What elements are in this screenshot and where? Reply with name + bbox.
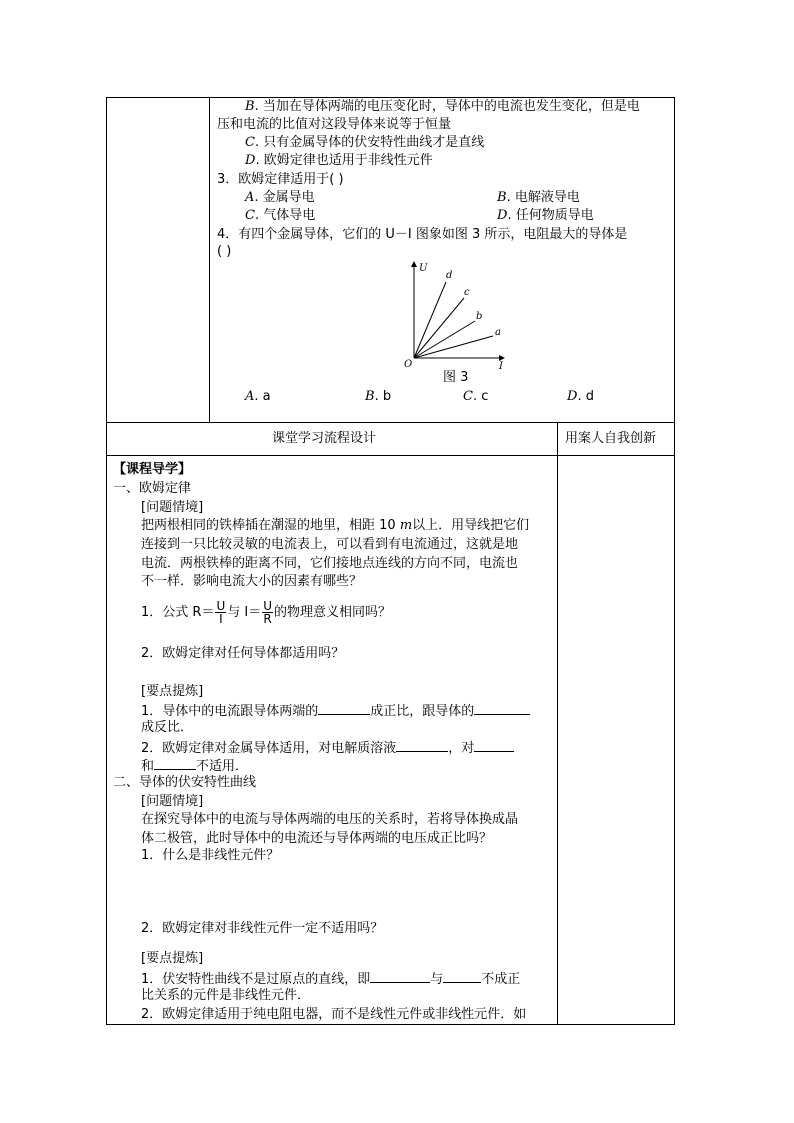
part2-keypoint2: 2．欧姆定律适用于纯电阻电器，而不是线性元件或非线性元件．如 xyxy=(141,1007,527,1022)
q3-option-c: C. 气体导电 xyxy=(245,208,316,223)
q4-option-a: A. a xyxy=(245,389,271,404)
part2-title: 二、导体的伏安特性曲线 xyxy=(113,775,257,790)
fraction-u-over-i: $\frac{U}{I}$ xyxy=(216,599,226,626)
q2-option-b-line2: 压和电流的比值对这段导体来说等于恒量 xyxy=(217,117,452,132)
top-column-divider xyxy=(209,97,210,423)
part1-scenario-line2: 连接到一只比较灵敏的电流表上，可以看到有电流通过，这就是地 xyxy=(141,537,519,552)
part2-scenario-line1: 在探究导体中的电流与导体两端的电压的关系时，若将导体换成晶 xyxy=(141,812,519,827)
part2-keypoint1-line1: 1．伏安特性曲线不是过原点的直线，即 与 不成正 xyxy=(141,969,520,988)
header-row-top-line xyxy=(106,422,675,423)
header-course-design: 课堂学习流程设计 xyxy=(272,431,377,446)
table-border-right xyxy=(674,97,675,1025)
part2-scenario-line2: 体二极管，此时导体中的电流还与导体两端的电压成正比吗？ xyxy=(141,831,493,846)
part2-scenario-label: [问题情境] xyxy=(141,794,204,809)
part1-question1: 1．公式 R＝ $\frac{U}{I}$ 与 I＝ $\frac{U}{R}$ 的物理意义相同吗？ xyxy=(141,599,392,626)
i-axis-label: I xyxy=(499,361,503,370)
table-border-bottom xyxy=(106,1024,675,1025)
right-column-divider xyxy=(557,422,558,1025)
header-row-bottom-line xyxy=(106,455,675,456)
part1-keypoint2-line2: 和 不适用． xyxy=(141,756,248,775)
part1-scenario-line1: 把两根相同的铁棒插在潮湿的地里，相距 10 m以上．用导线把它们 xyxy=(141,518,530,533)
part1-keypoint1-line2: 成反比． xyxy=(141,720,194,735)
ui-graph-figure xyxy=(400,258,520,370)
q3-option-b: B. 电解液导电 xyxy=(497,190,580,205)
q3-option-a: A. 金属导电 xyxy=(245,190,315,205)
part1-keypoint1-line1: 1．导体中的电流跟导体两端的 成正比，跟导体的 xyxy=(141,701,530,720)
part2-keypoints-label: [要点提炼] xyxy=(141,951,204,966)
part2-question2: 2．欧姆定律对非线性元件一定不适用吗？ xyxy=(141,921,384,936)
part1-question2: 2．欧姆定律对任何导体都适用吗？ xyxy=(141,646,345,661)
line-a-label: a xyxy=(495,327,501,338)
part1-scenario-label: [问题情境] xyxy=(141,500,204,515)
part1-title: 一、欧姆定律 xyxy=(113,481,192,496)
line-d-label: d xyxy=(446,270,453,281)
line-b xyxy=(414,321,475,358)
q2-option-b-line1: B. 当加在导体两端的电压变化时，导体中的电流也发生变化，但是电 xyxy=(245,99,640,114)
line-d xyxy=(414,282,446,358)
table-border-left xyxy=(106,97,107,1025)
part2-question1: 1．什么是非线性元件？ xyxy=(141,848,280,863)
figure-caption: 图 3 xyxy=(443,370,469,385)
q4-stem-line2: ( ) xyxy=(217,244,232,259)
part1-keypoint2-line1: 2．欧姆定律对金属导体适用，对电解质溶液 ，对 xyxy=(141,738,514,757)
q4-option-d: D. d xyxy=(567,389,594,404)
part2-keypoint1-line2: 比关系的元件是非线性元件． xyxy=(141,988,311,1003)
part1-scenario-line3: 电流．两根铁棒的距离不同，它们接地点连线的方向不同，电流也 xyxy=(141,556,519,571)
q4-option-b: B. b xyxy=(365,389,392,404)
u-axis-label: U xyxy=(419,263,428,274)
line-a xyxy=(414,336,493,358)
line-c xyxy=(414,298,464,358)
q3-stem: 3．欧姆定律适用于( ) xyxy=(217,172,344,187)
q3-option-d: D. 任何物质导电 xyxy=(497,208,594,223)
q2-option-c: C. 只有金属导体的伏安特性曲线才是直线 xyxy=(245,135,485,150)
section-title: 【课程导学】 xyxy=(113,462,192,477)
part1-keypoints-label: [要点提炼] xyxy=(141,684,204,699)
q4-stem-line1: 4．有四个金属导体，它们的 U－I 图象如图 3 所示，电阻最大的导体是 xyxy=(217,227,628,242)
part1-scenario-line4: 不一样．影响电流大小的因素有哪些？ xyxy=(141,574,363,589)
header-self-innovation: 用案人自我创新 xyxy=(565,431,657,446)
q4-option-c: C. c xyxy=(463,389,489,404)
origin-label: O xyxy=(404,359,413,370)
line-b-label: b xyxy=(476,311,483,322)
line-c-label: c xyxy=(464,287,470,298)
q2-option-d: D. 欧姆定律也适用于非线性元件 xyxy=(245,153,433,168)
fraction-u-over-r: $\frac{U}{R}$ xyxy=(263,599,272,626)
